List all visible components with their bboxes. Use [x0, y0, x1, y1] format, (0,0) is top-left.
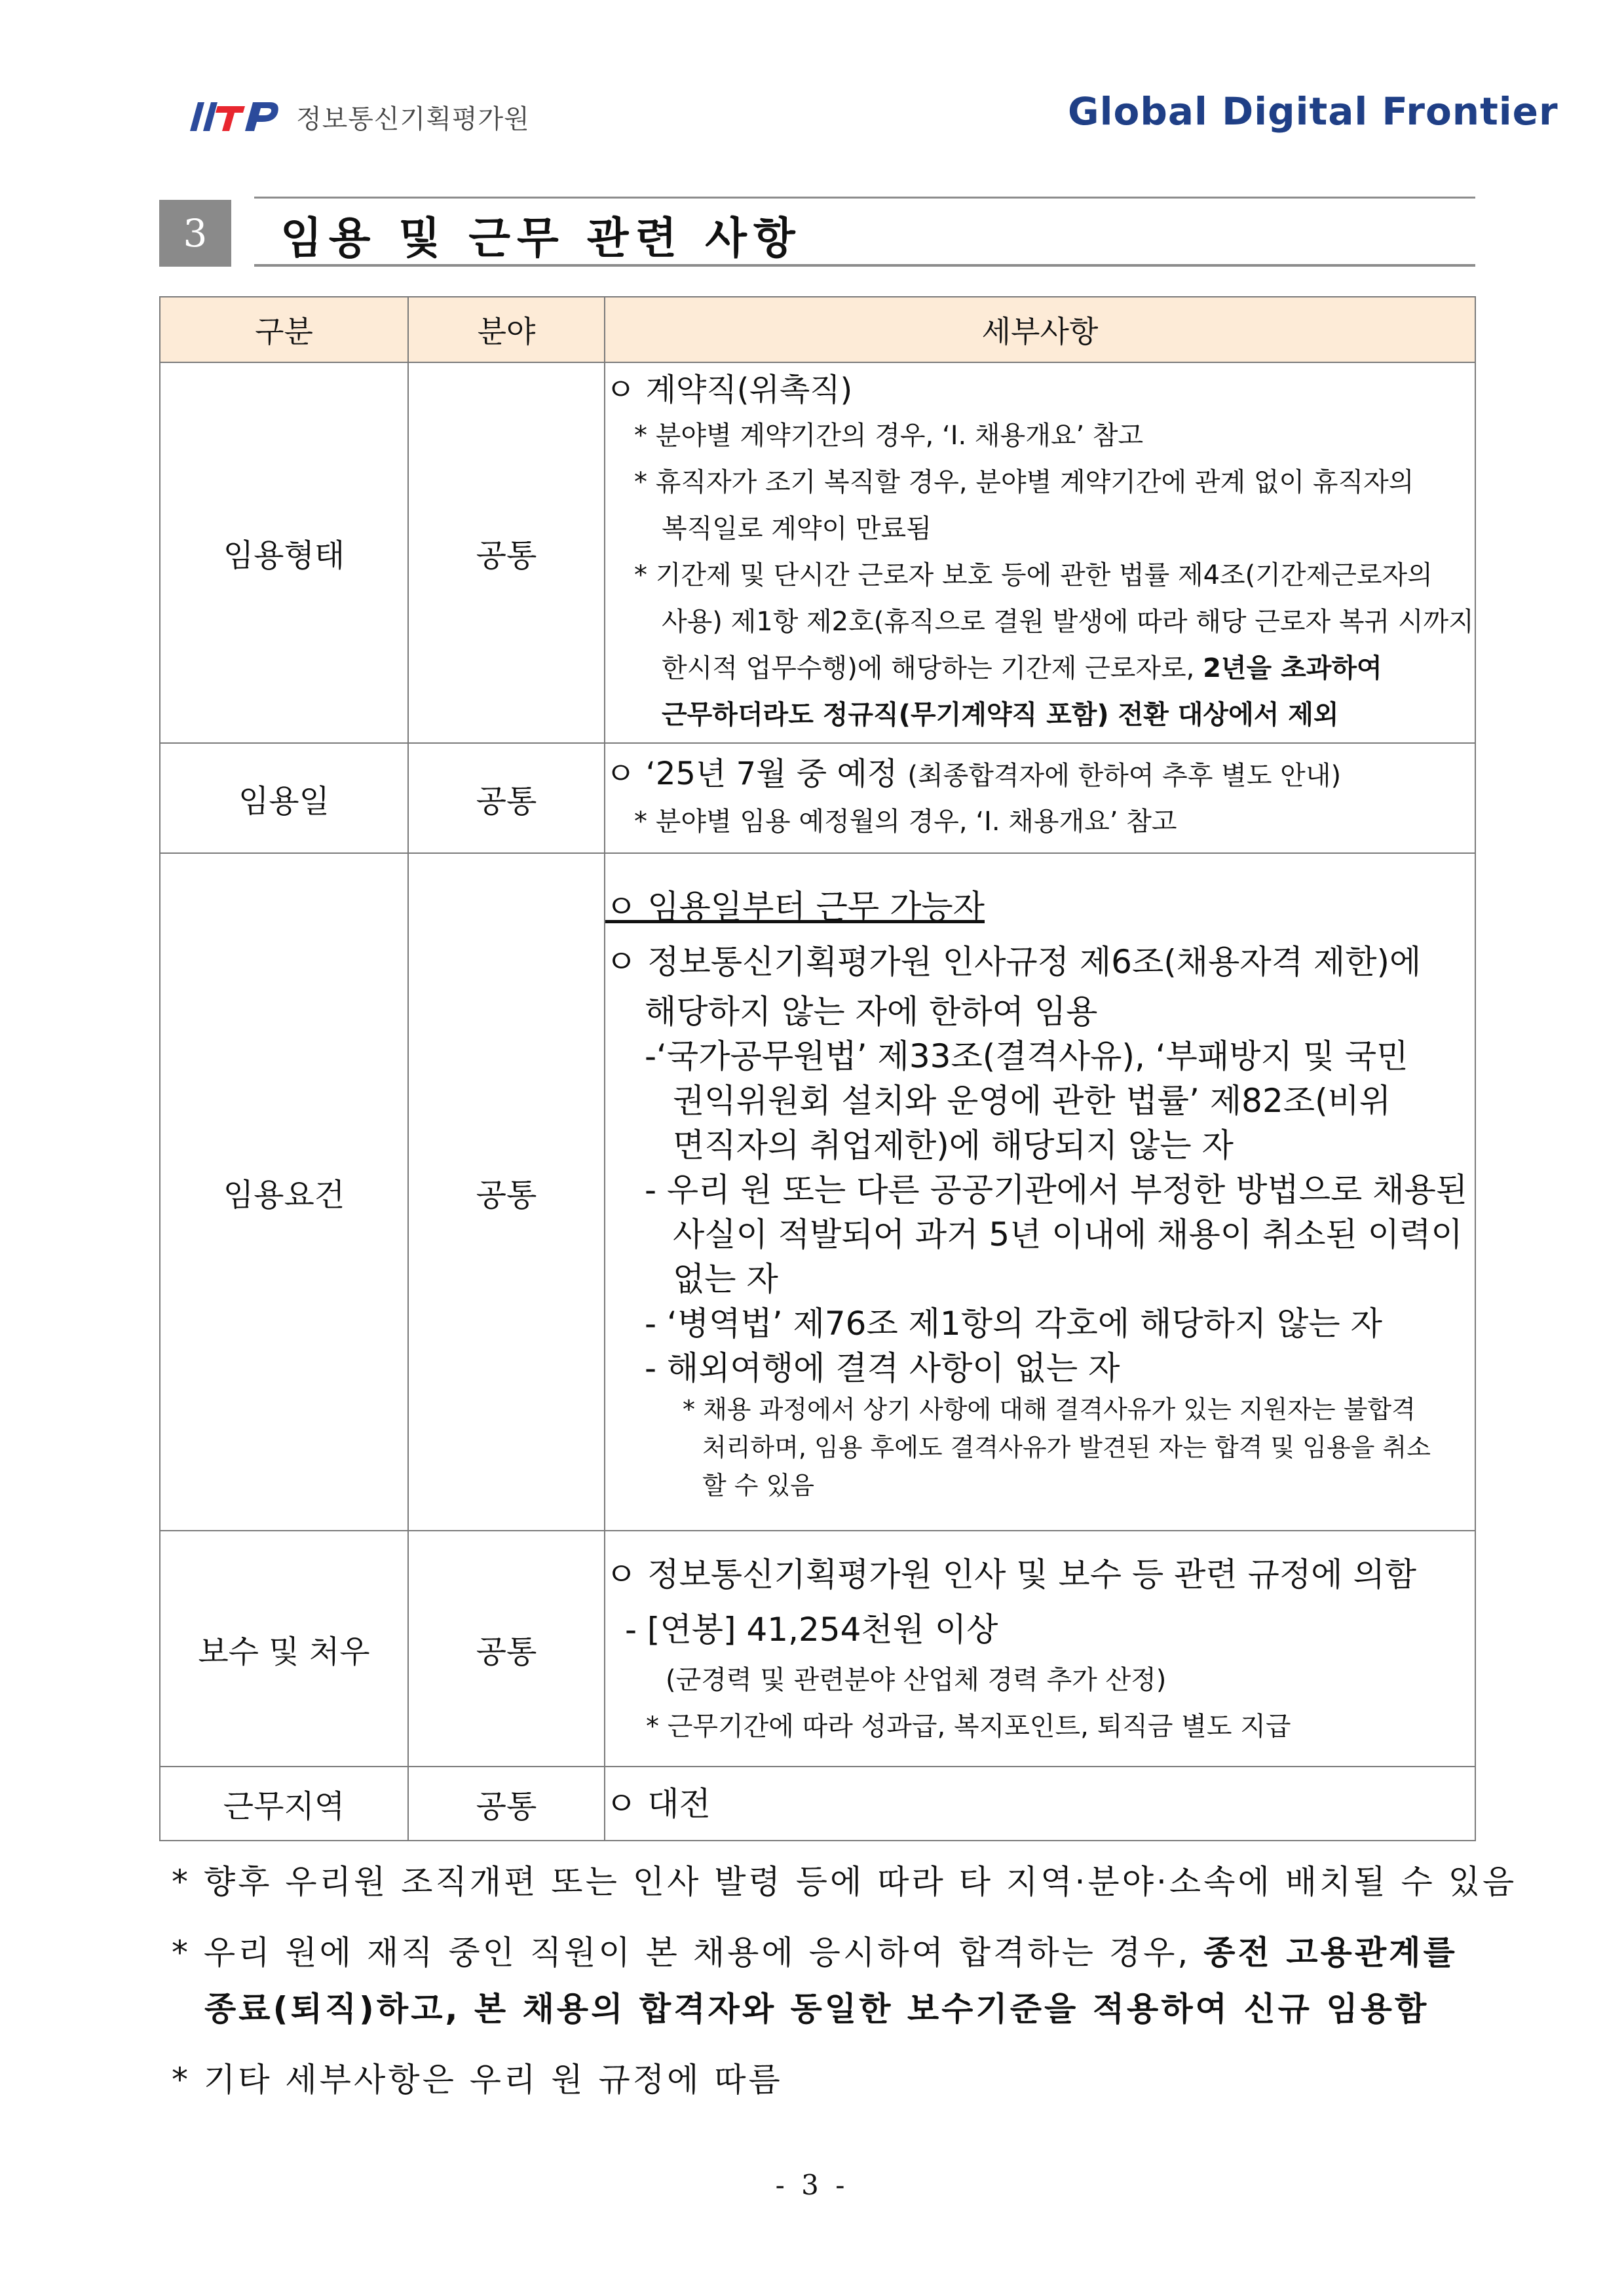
detail-line-remark: (최종합격자에 한하여 추후 별도 안내)	[907, 761, 1342, 791]
row-category: 근무지역	[160, 1767, 408, 1841]
detail-note: 사용) 제1항 제2호(휴직으로 결원 발생에 따라 해당 근로자 복귀 시까지	[662, 607, 1474, 637]
detail-note: * 분야별 임용 예정월의 경우, ‘Ⅰ. 채용개요’ 참고	[634, 807, 1177, 837]
detail-note: * 분야별 계약기간의 경우, ‘Ⅰ. 채용개요’ 참고	[634, 421, 1144, 451]
row-details	[605, 362, 1475, 743]
table-row	[160, 362, 1475, 743]
org-name: 정보통신기획평가원	[296, 104, 530, 134]
footnote-emphasis: 종전 고용관계를	[1203, 1934, 1458, 1972]
page-number: - 3 -	[775, 2169, 849, 2201]
table-row	[160, 1531, 1475, 1767]
detail-dash-item: -‘국가공무원법’ 제33조(결격사유), ‘부패방지 및 국민	[645, 1037, 1408, 1075]
footnote: * 기타 세부사항은 우리 원 규정에 따름	[172, 2061, 783, 2099]
row-category: 임용일	[160, 743, 408, 853]
detail-line-underlined: ㅇ 임용일부터 근무 가능자	[605, 888, 985, 926]
detail-dash-item: - 우리 원 또는 다른 공공기관에서 부정한 방법으로 채용된	[645, 1171, 1468, 1209]
row-field: 공통	[408, 743, 605, 853]
row-details	[605, 1767, 1475, 1841]
row-field: 공통	[408, 853, 605, 1531]
detail-dash-item: - [연봉] 41,254천원 이상	[625, 1611, 998, 1649]
row-field: 공통	[408, 1531, 605, 1767]
detail-note-emphasis: 2년을 초과하여	[1203, 653, 1382, 683]
table-row	[160, 743, 1475, 853]
detail-note	[605, 645, 1475, 692]
detail-line: ㅇ 정보통신기획평가원 인사 및 보수 등 관련 규정에 의함	[605, 1556, 1417, 1594]
detail-line	[605, 751, 1475, 799]
row-field: 공통	[408, 1767, 605, 1841]
detail-note: 처리하며, 임용 후에도 결격사유가 발견된 자는 합격 및 임용을 취소	[702, 1433, 1431, 1462]
table-header-category: 구분	[160, 297, 408, 362]
detail-note: 복직일로 계약이 만료됨	[662, 514, 932, 544]
iitp-logo-icon	[185, 90, 283, 143]
detail-line: 해당하지 않는 자에 한하여 임용	[645, 993, 1098, 1031]
section-title: 임용 및 근무 관련 사항	[280, 213, 802, 263]
detail-dash-item: 사실이 적발되어 과거 5년 이내에 채용이 취소된 이력이	[673, 1215, 1463, 1253]
detail-line-text: ㅇ ‘25년 7월 중 예정	[605, 756, 898, 792]
table-header-row	[160, 297, 1475, 362]
detail-note: * 휴직자가 조기 복직할 경우, 분야별 계약기간에 관계 없이 휴직자의	[634, 467, 1414, 497]
brand-slogan: Global Digital Frontier	[1068, 89, 1558, 134]
footnote: * 향후 우리원 조직개편 또는 인사 발령 등에 따라 타 지역·분야·소속에 배치될 수 있음	[172, 1863, 1517, 1901]
section-rule-top	[254, 197, 1475, 199]
row-category: 임용요건	[160, 853, 408, 1531]
row-details	[605, 743, 1475, 853]
footnote-text: * 우리 원에 재직 중인 직원이 본 채용에 응시하여 합격하는 경우,	[172, 1934, 1191, 1972]
detail-line: ㅇ 대전	[605, 1784, 711, 1823]
detail-dash-item: - 해외여행에 결격 사항이 없는 자	[645, 1349, 1120, 1387]
row-category: 임용형태	[160, 362, 408, 743]
table-row	[160, 1767, 1475, 1841]
section-number: 3	[159, 200, 231, 267]
detail-note: * 채용 과정에서 상기 사항에 대해 결격사유가 있는 지원자는 불합격	[683, 1395, 1416, 1424]
detail-dash-item: - ‘병역법’ 제76조 제1항의 각호에 해당하지 않는 자	[645, 1305, 1382, 1343]
row-category: 보수 및 처우	[160, 1531, 408, 1767]
detail-line: ㅇ 정보통신기획평가원 인사규정 제6조(채용자격 제한)에	[605, 943, 1422, 981]
detail-dash-item: 권익위원회 설치와 운영에 관한 법률’ 제82조(비위	[673, 1082, 1391, 1120]
detail-dash-item: 없는 자	[673, 1260, 778, 1298]
table-header-details: 세부사항	[605, 297, 1475, 362]
detail-line: ㅇ 계약직(위촉직)	[605, 372, 853, 408]
row-details	[605, 853, 1475, 1531]
table-header-field: 분야	[408, 297, 605, 362]
detail-note: * 기간제 및 단시간 근로자 보호 등에 관한 법률 제4조(기간제근로자의	[634, 560, 1433, 590]
row-details	[605, 1531, 1475, 1767]
row-field: 공통	[408, 362, 605, 743]
employment-conditions-table	[159, 296, 1476, 1841]
detail-remark: (군경력 및 관련분야 산업체 경력 추가 산정)	[666, 1665, 1167, 1695]
footnote-emphasis: 종료(퇴직)하고, 본 채용의 합격자와 동일한 보수기준을 적용하여 신규 임용함	[204, 1990, 1429, 2028]
iitp-logo	[185, 90, 283, 143]
detail-note: 할 수 있음	[702, 1471, 814, 1500]
detail-dash-item: 면직자의 취업제한)에 해당되지 않는 자	[673, 1126, 1234, 1164]
detail-note-text: 한시적 업무수행)에 해당하는 기간제 근로자로,	[662, 653, 1195, 683]
table-row	[160, 853, 1475, 1531]
detail-line	[605, 879, 1475, 934]
detail-note-emphasis: 근무하더라도 정규직(무기계약직 포함) 전환 대상에서 제외	[662, 700, 1339, 730]
footnote	[172, 1926, 1458, 1974]
detail-note: * 근무기간에 따라 성과급, 복지포인트, 퇴직금 별도 지급	[646, 1712, 1291, 1742]
